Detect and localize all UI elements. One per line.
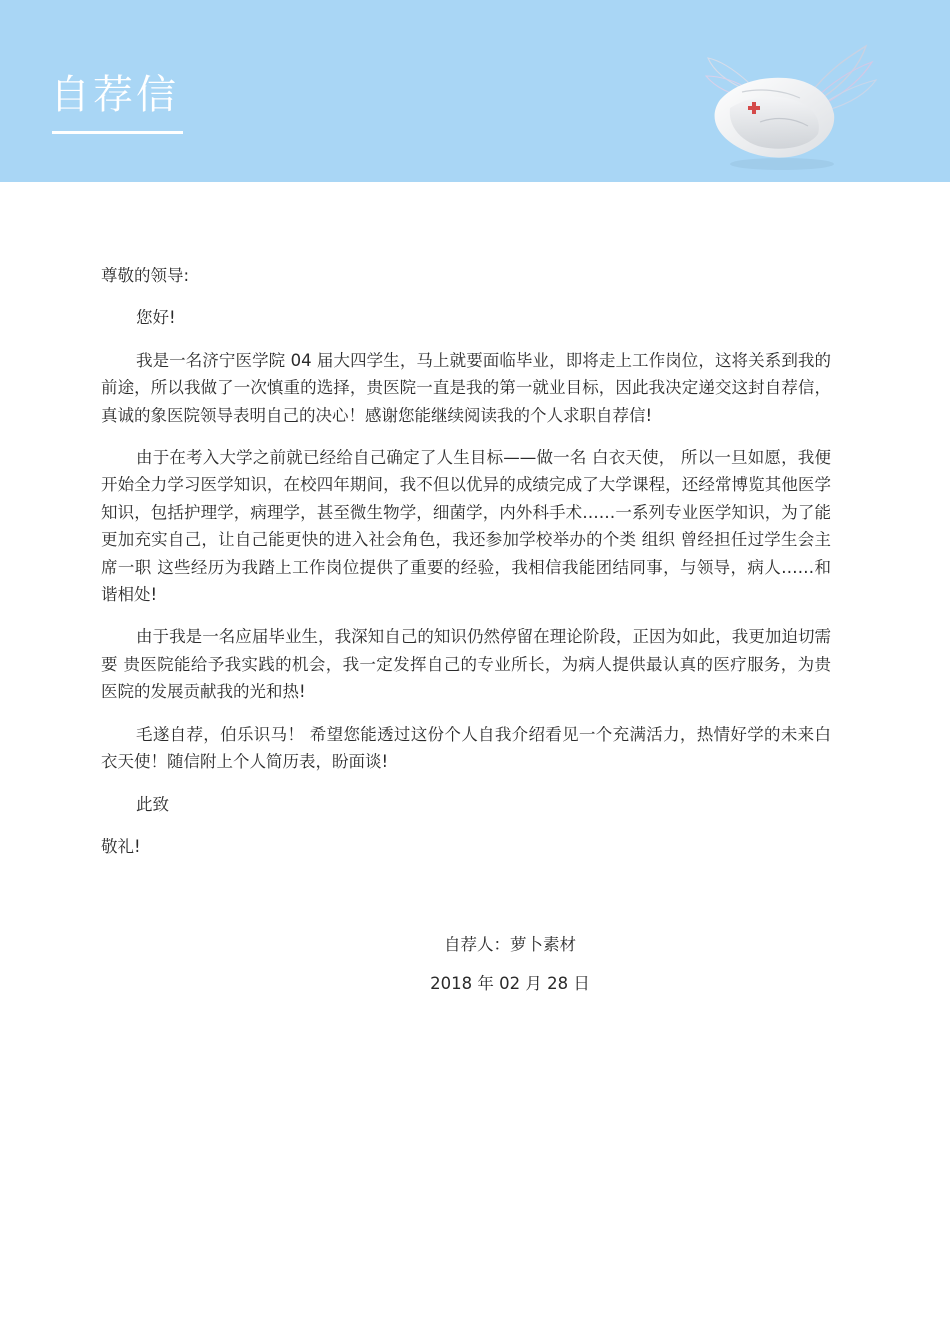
page-title: 自荐信 (50, 72, 179, 118)
nurse-cap-with-wings-icon (690, 38, 880, 178)
letter-date: 2018 年 02 月 28 日 (430, 974, 590, 994)
salutation: 尊敬的领导: (101, 266, 190, 285)
paragraph-1: 我是一名济宁医学院 04 届大四学生，马上就要面临毕业，即将走上工作岗位，这将关系到我的前途，所以我做了一次慎重的选择，贵医院一直是我的第一就业目标，因此我决定递交这封自荐信，真诚的象医院领导表明自己的决心！感谢您能继续阅读我的个人求职自荐信! (101, 350, 831, 425)
closing-line-1: 此致 (136, 794, 169, 814)
paragraph-2: 由于在考入大学之前就已经给自己确定了人生目标——做一名 白衣天使， 所以一旦如愿，我便开始全力学习医学知识，在校四年期间，我不但以优异的成绩完成了大学课程，还经常博览其他医学知识，包括护理学，病理学，甚至微生物学，细菌学，内外科手术……一系列专业医学知识，为了能更加充实自己，让自己能更快的进入社会角色，我还参加学校举办的个类 组织 曾经担任过学生会主席一职 这些经历为我踏上工作岗位提供了重要的经验，我相信我能团结同事，与领导，病人……和谐相处! (101, 448, 831, 605)
letter-body (101, 262, 831, 860)
paragraph-3: 由于我是一名应届毕业生，我深知自己的知识仍然停留在理论阶段，正因为如此，我更加迫切需要 贵医院能给予我实践的机会，我一定发挥自己的专业所长，为病人提供最认真的医疗服务，为贵医院的发展贡献我的光和热! (101, 627, 831, 702)
title-underline (52, 131, 183, 134)
author-name: 自荐人：萝卜素材 (444, 935, 576, 954)
closing-line-2: 敬礼! (101, 836, 141, 856)
paragraph-4: 毛遂自荐，伯乐识马！ 希望您能透过这份个人自我介绍看见一个充满活力，热情好学的未来白衣天使！随信附上个人简历表，盼面谈! (101, 724, 831, 772)
greeting: 您好! (136, 308, 176, 328)
signature-block (400, 931, 620, 1010)
header-banner (0, 0, 950, 182)
